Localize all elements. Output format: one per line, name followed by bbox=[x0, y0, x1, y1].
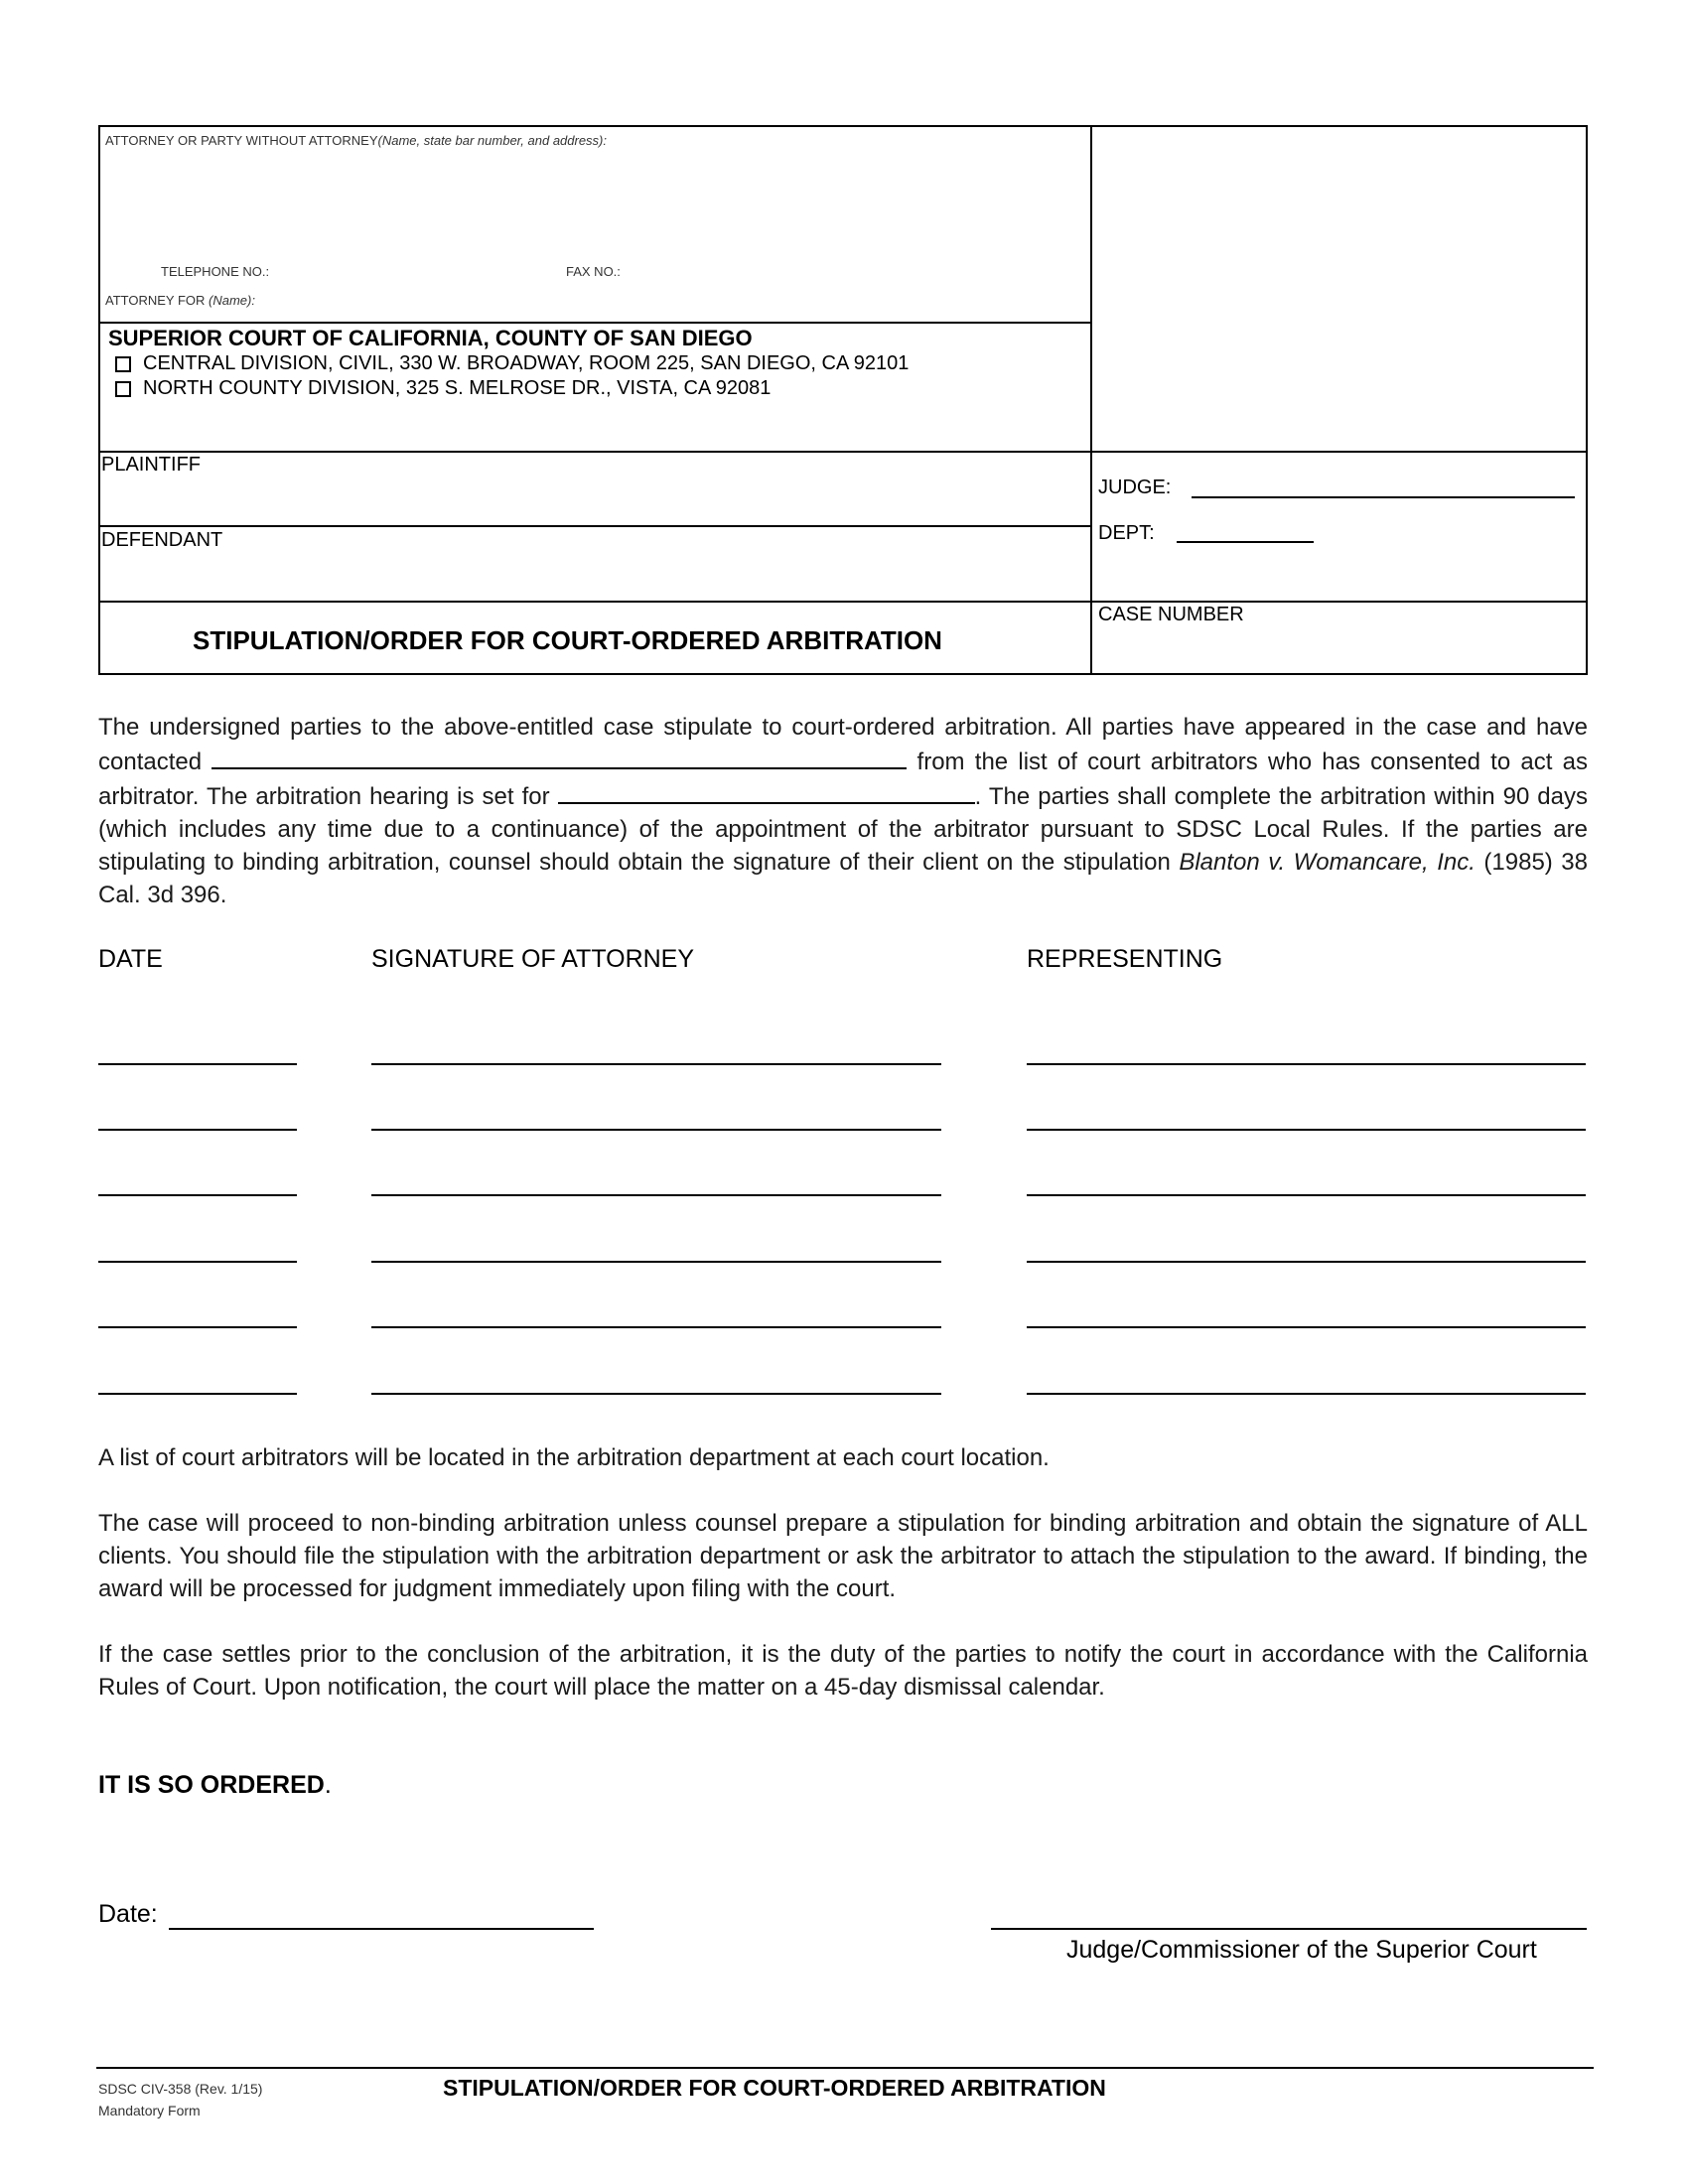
form-title: STIPULATION/ORDER FOR COURT-ORDERED ARBITRATION bbox=[193, 625, 942, 655]
attorney-label-italic: (Name, state bar number, and address): bbox=[377, 133, 608, 148]
telephone-label: TELEPHONE NO.: bbox=[161, 264, 270, 279]
attorney-label bbox=[105, 133, 607, 148]
order-date-label: Date: bbox=[98, 1900, 158, 1928]
court-name: SUPERIOR COURT OF CALIFORNIA, COUNTY OF SAN DIEGO bbox=[108, 326, 753, 350]
judge-signature-label: Judge/Commissioner of the Superior Court bbox=[1066, 1936, 1537, 1964]
caption-divider-parties bbox=[100, 451, 1588, 453]
north-division-checkbox[interactable] bbox=[115, 381, 131, 397]
date-line-5[interactable] bbox=[98, 1326, 297, 1328]
plaintiff-label: PLAINTIFF bbox=[101, 454, 202, 476]
representing-line-3[interactable] bbox=[1027, 1194, 1586, 1196]
stipulation-text-part3: . The parties shall complete the arbitration within 90 days (which includes any time due to a continuance) of the appointment of the arbitrator pursuant to SDSC Local Rules. If the parties are stipulating to binding arbitration, counsel should obtain the signature of their client on the stipulation bbox=[98, 783, 1589, 876]
caption-divider-title bbox=[100, 601, 1588, 603]
footer-rule bbox=[96, 2067, 1594, 2069]
case-number-field[interactable] bbox=[1098, 629, 1575, 669]
so-ordered-text: IT IS SO ORDERED bbox=[98, 1771, 325, 1799]
representing-column-header: REPRESENTING bbox=[1027, 945, 1223, 973]
fax-label: FAX NO.: bbox=[566, 264, 621, 279]
stipulation-paragraph bbox=[98, 711, 1588, 911]
date-line-2[interactable] bbox=[98, 1129, 297, 1131]
signature-column-header: SIGNATURE OF ATTORNEY bbox=[371, 945, 695, 973]
case-citation-name: Blanton v. Womancare, Inc. bbox=[1179, 849, 1476, 876]
fax-field[interactable] bbox=[643, 260, 941, 282]
judge-label: JUDGE: bbox=[1098, 477, 1172, 498]
representing-line-6[interactable] bbox=[1027, 1393, 1586, 1395]
defendant-field[interactable] bbox=[101, 552, 1084, 596]
north-division-option[interactable] bbox=[115, 377, 771, 400]
binding-arbitration-paragraph: The case will proceed to non-binding arbitration unless counsel prepare a stipulation for binding arbitration and obtain the signature of ALL clients. You should file the stipulation with the arbitration department or ask the arbitrator to attach the stipulation to the award. If binding, the award will be processed for judgment immediately upon filing with the court. bbox=[98, 1510, 1588, 1602]
so-ordered-period: . bbox=[324, 1771, 332, 1799]
judge-field[interactable] bbox=[1192, 496, 1575, 498]
central-division-checkbox[interactable] bbox=[115, 356, 131, 372]
hearing-date-field[interactable] bbox=[558, 778, 975, 804]
so-ordered-statement bbox=[98, 1771, 332, 1800]
date-line-4[interactable] bbox=[98, 1261, 297, 1263]
signature-line-6[interactable] bbox=[371, 1393, 941, 1395]
arbitrator-list-paragraph: A list of court arbitrators will be located in the arbitration department at each court location. bbox=[98, 1444, 1050, 1471]
north-division-label: NORTH COUNTY DIVISION, 325 S. MELROSE DR., VISTA, CA 92081 bbox=[143, 377, 772, 399]
signature-line-3[interactable] bbox=[371, 1194, 941, 1196]
dept-label: DEPT: bbox=[1098, 522, 1155, 544]
attorney-for-italic: (Name): bbox=[209, 293, 255, 308]
order-date-field[interactable] bbox=[169, 1928, 594, 1930]
central-division-label: CENTRAL DIVISION, CIVIL, 330 W. BROADWAY, ROOM 225, SAN DIEGO, CA 92101 bbox=[143, 352, 910, 374]
representing-line-2[interactable] bbox=[1027, 1129, 1586, 1131]
date-column-header: DATE bbox=[98, 945, 163, 973]
central-division-option[interactable] bbox=[115, 352, 909, 375]
arbitrator-name-field[interactable] bbox=[211, 744, 907, 769]
footer-title: STIPULATION/ORDER FOR COURT-ORDERED ARBITRATION bbox=[443, 2075, 1106, 2101]
stipulation-text-part2: from the list of court arbitrators who has consented to act as arbitrator. The arbitration hearing is set for bbox=[98, 749, 1588, 810]
attorney-for-field[interactable] bbox=[308, 289, 1062, 311]
dept-field[interactable] bbox=[1177, 541, 1314, 543]
representing-line-5[interactable] bbox=[1027, 1326, 1586, 1328]
representing-line-1[interactable] bbox=[1027, 1063, 1586, 1065]
attorney-for-label bbox=[105, 293, 255, 308]
date-line-3[interactable] bbox=[98, 1194, 297, 1196]
signature-line-2[interactable] bbox=[371, 1129, 941, 1131]
attorney-label-text: ATTORNEY OR PARTY WITHOUT ATTORNEY bbox=[105, 133, 378, 148]
representing-line-4[interactable] bbox=[1027, 1261, 1586, 1263]
attorney-name-address-field[interactable] bbox=[105, 151, 1078, 258]
judge-signature-line[interactable] bbox=[991, 1928, 1587, 1930]
signature-line-1[interactable] bbox=[371, 1063, 941, 1065]
caption-divider-defendant bbox=[100, 525, 1090, 527]
signature-line-5[interactable] bbox=[371, 1326, 941, 1328]
mandatory-form-label: Mandatory Form bbox=[98, 2103, 201, 2118]
caption-divider-court bbox=[100, 322, 1090, 324]
defendant-label: DEFENDANT bbox=[101, 529, 223, 551]
signature-line-4[interactable] bbox=[371, 1261, 941, 1263]
plaintiff-field[interactable] bbox=[101, 477, 1084, 520]
date-line-6[interactable] bbox=[98, 1393, 297, 1395]
form-number: SDSC CIV-358 (Rev. 1/15) bbox=[98, 2081, 263, 2097]
attorney-for-text: ATTORNEY FOR bbox=[105, 293, 206, 308]
court-stamp-area bbox=[1092, 129, 1585, 445]
case-number-label: CASE NUMBER bbox=[1098, 604, 1244, 625]
stipulation-text-part1: The undersigned parties to the above-entitled case stipulate to court-ordered arbitration. All parties have appeared in the case and have contacted bbox=[98, 714, 1588, 775]
case-citation-reference: (1985) 38 Cal. 3d 396. bbox=[98, 849, 1588, 908]
telephone-field[interactable] bbox=[308, 260, 546, 282]
date-line-1[interactable] bbox=[98, 1063, 297, 1065]
settlement-paragraph: If the case settles prior to the conclusion of the arbitration, it is the duty of the parties to notify the court in accordance with the California Rules of Court. Upon notification, the court will place the matter on a 45-day dismissal calendar. bbox=[98, 1641, 1588, 1701]
